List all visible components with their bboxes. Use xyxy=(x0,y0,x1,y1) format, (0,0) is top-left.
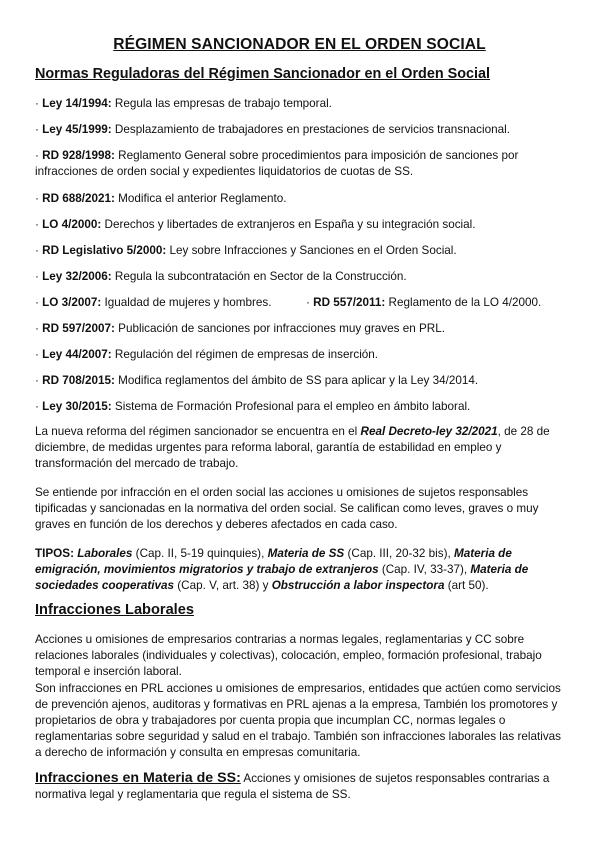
tipos-paragraph xyxy=(35,546,567,595)
definition-paragraph: Se entiende por infracción en el orden social las acciones u omisiones de sujetos responsables tipificadas y sancionadas en la normativa del orden social. Se califican como leves, graves o muy graves en función de los derechos y deberes afectados en cada caso. xyxy=(35,486,539,532)
tipo-ref: (art 50). xyxy=(444,579,489,593)
law-code: RD Legislativo 5/2000: xyxy=(42,244,167,257)
bullet: · xyxy=(35,374,39,387)
law-item xyxy=(35,148,518,164)
materia-ss-paragraph xyxy=(35,770,567,803)
tipo-cooperativas: Materia de sociedades cooperativas xyxy=(35,563,529,593)
law-code: LO 3/2007: xyxy=(42,296,102,309)
law-item xyxy=(35,295,272,311)
bullet: · xyxy=(35,348,39,361)
law-code: LO 4/2000: xyxy=(42,218,102,231)
bullet: · xyxy=(35,192,39,205)
reform-text: , de 28 de diciembre, de medidas urgentes para reforma laboral, garantía de estabilidad en empleo y transformación del mercado de trabajo. xyxy=(35,425,550,471)
bullet: · xyxy=(35,149,39,162)
laborales-paragraph xyxy=(35,632,567,762)
reform-text: La nueva reforma del régimen sancionador se encuentra en el xyxy=(35,425,361,438)
law-item xyxy=(35,373,478,389)
law-item xyxy=(306,295,541,311)
tipo-ref: (Cap. II, 5-19 quinquies), xyxy=(132,547,268,560)
law-text: Regulación del régimen de empresas de inserción. xyxy=(111,348,379,361)
law-code: RD 928/1998: xyxy=(42,149,115,162)
law-item xyxy=(35,321,445,337)
bullet: · xyxy=(35,123,39,136)
law-code: Ley 32/2006: xyxy=(42,270,112,283)
materia-ss-text: Acciones y omisiones de sujetos responsables contrarias a normativa legal y reglamentaria que regula el sistema de SS. xyxy=(35,772,550,802)
tipo-ss: Materia de SS xyxy=(267,547,345,560)
bullet: · xyxy=(35,244,39,257)
law-code: Ley 14/1994: xyxy=(42,97,112,110)
law-text: Desplazamiento de trabajadores en prestaciones de servicios transnacional. xyxy=(111,123,510,136)
law-code: RD 557/2011: xyxy=(313,296,386,309)
law-item xyxy=(35,269,407,285)
section-heading-materia-ss: Infracciones en Materia de SS: xyxy=(35,770,241,786)
law-text: Sistema de Formación Profesional para el empleo en ámbito laboral. xyxy=(111,400,471,413)
section-heading-laborales: Infracciones Laborales xyxy=(35,602,194,618)
reform-paragraph xyxy=(35,424,567,473)
tipo-ref: (Cap. III, 20-32 bis), xyxy=(344,547,455,560)
law-code: Ley 44/2007: xyxy=(42,348,112,361)
law-item xyxy=(35,122,510,138)
law-item xyxy=(35,217,476,233)
law-code: Ley 45/1999: xyxy=(42,123,112,136)
law-text: Ley sobre Infracciones y Sanciones en el Orden Social. xyxy=(166,244,457,257)
page-title: RÉGIMEN SANCIONADOR EN EL ORDEN SOCIAL xyxy=(113,36,486,53)
tipo-ref: (Cap. IV, 33-37), xyxy=(378,563,471,577)
law-item-continuation: infracciones de orden social y expedientes liquidatorios de cuotas de SS. xyxy=(35,165,414,178)
bullet: · xyxy=(35,400,39,413)
section-heading-normas: Normas Reguladoras del Régimen Sancionador en el Orden Social xyxy=(35,66,491,82)
law-text: Igualdad de mujeres y hombres. xyxy=(101,296,272,309)
bullet: · xyxy=(35,97,39,110)
tipos-label: TIPOS: xyxy=(35,547,74,560)
law-item xyxy=(35,191,286,207)
bullet: · xyxy=(35,322,39,335)
law-code: RD 688/2021: xyxy=(42,192,115,205)
law-text: Reglamento de la LO 4/2000. xyxy=(385,296,542,309)
bullet: · xyxy=(35,296,39,309)
tipo-emigracion: Materia de emigración, movimientos migratorios y trabajo de extranjeros xyxy=(35,547,512,577)
law-item xyxy=(35,243,457,259)
laborales-text-1: Acciones u omisiones de empresarios contrarias a normas legales, reglamentarias y CC sobre relaciones laborales (individuales y colectivas), colocación, empleo, formación profesional, trabajo temporal e inserción laboral. xyxy=(35,633,542,679)
law-text: Regula la subcontratación en Sector de la Construcción. xyxy=(111,270,407,283)
law-item xyxy=(35,96,332,112)
bullet: · xyxy=(306,296,310,309)
law-text: Publicación de sanciones por infracciones muy graves en PRL. xyxy=(114,322,445,335)
law-item xyxy=(35,347,378,363)
law-text: Modifica reglamentos del ámbito de SS para aplicar y la Ley 34/2014. xyxy=(114,374,479,387)
law-text: Modifica el anterior Reglamento. xyxy=(114,192,287,205)
law-text: Derechos y libertades de extranjeros en España y su integración social. xyxy=(101,218,476,231)
tipo-ref: (Cap. V, art. 38) y xyxy=(174,579,272,593)
bullet: · xyxy=(35,218,39,231)
tipo-obstruccion: Obstrucción a labor inspectora xyxy=(271,579,445,593)
bullet: · xyxy=(35,270,39,283)
law-code: Ley 30/2015: xyxy=(42,400,112,413)
decree-name: Real Decreto-ley 32/2021 xyxy=(360,425,498,438)
law-code: RD 597/2007: xyxy=(42,322,115,335)
law-text: Reglamento General sobre procedimientos para imposición de sanciones por xyxy=(114,149,519,162)
law-item xyxy=(35,399,470,415)
law-code: RD 708/2015: xyxy=(42,374,115,387)
laborales-text-2: Son infracciones en PRL acciones u omisiones de empresarios, entidades que actúen como servicios de prevención ajenos, auditoras y formativas en PRL ajenas a la empresa, También los promotores y propietarios de obra y trabajadores por cuenta propia que incumplan CC, normas legales o reglamentarias sobre seguridad y salud en el trabajo. También son infracciones laborales las relativas a derecho de información y consulta en empresas comunitaria. xyxy=(35,681,562,760)
law-text: Regula las empresas de trabajo temporal. xyxy=(111,97,332,110)
tipo-laborales: Laborales xyxy=(77,547,133,560)
